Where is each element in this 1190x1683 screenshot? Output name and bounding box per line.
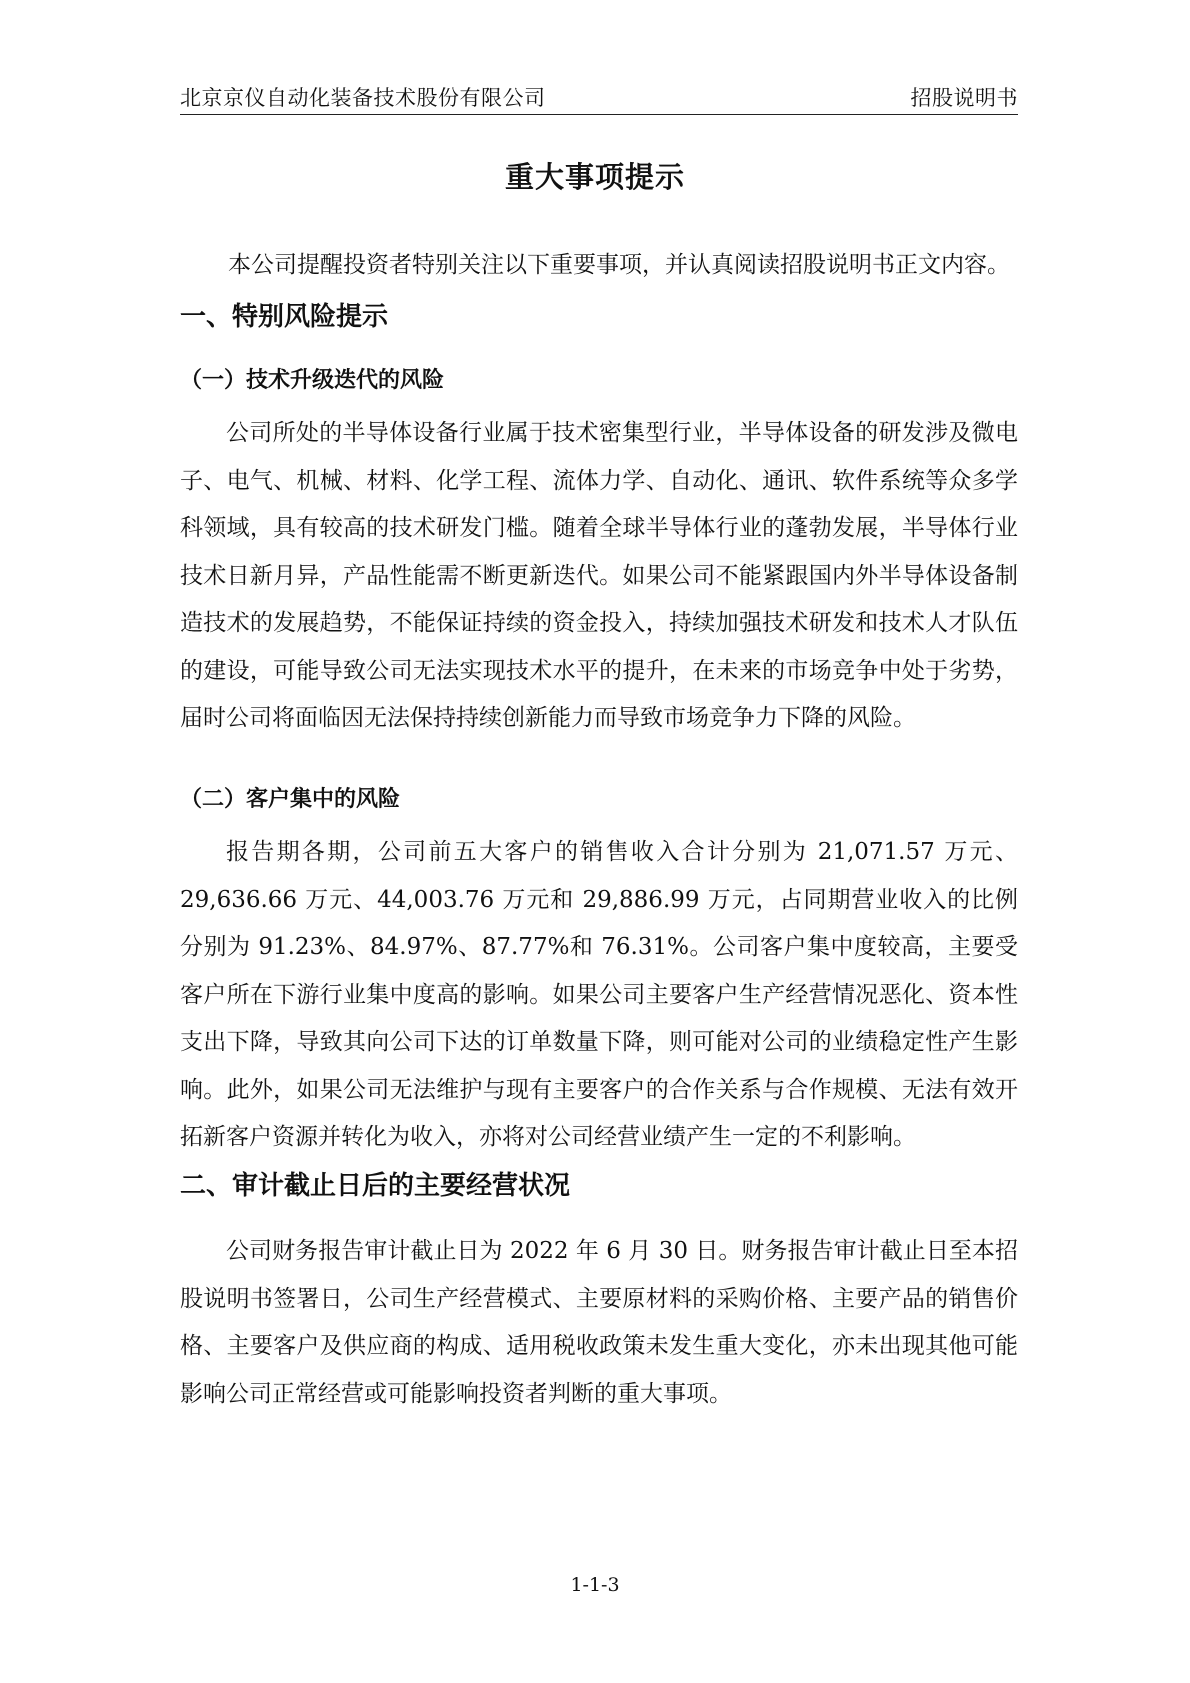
subsection-2-body [180, 829, 1018, 1162]
section-2-heading: 二、审计截止日后的主要经营状况 [180, 1171, 571, 1201]
subsection-1-heading: （一）技术升级迭代的风险 [180, 368, 445, 393]
section-1-heading: 一、特别风险提示 [180, 302, 389, 332]
subsection-1-text: 公司所处的半导体设备行业属于技术密集型行业，半导体设备的研发涉及微电子、电气、机械、材料、化学工程、流体力学、自动化、通讯、软件系统等众多学科领域，具有较高的技术研发门槛。随着全球半导体行业的蓬勃发展，半导体行业技术日新月异，产品性能需不断更新迭代。如果公司不能紧跟国内外半导体设备制造技术的发展趋势，不能保证持续的资金投入，持续加强技术研发和技术人才队伍的建设，可能导致公司无法实现技术水平的提升，在未来的市场竞争中处于劣势，届时公司将面临因无法保持持续创新能力而导致市场竞争力下降的风险。 [180, 420, 1018, 731]
page-title: 重大事项提示 [504, 160, 685, 194]
section-2-body [180, 1228, 1018, 1418]
subsection-1-body [180, 410, 1018, 743]
intro-paragraph: 本公司提醒投资者特别关注以下重要事项，并认真阅读招股说明书正文内容。 [228, 252, 1010, 278]
subsection-2-heading: （二）客户集中的风险 [180, 787, 401, 812]
header-document-type: 招股说明书 [910, 86, 1018, 110]
subsection-2-text: 报告期各期，公司前五大客户的销售收入合计分别为 21,071.57 万元、29,636.66 万元、44,003.76 万元和 29,886.99 万元，占同期营业收入的比例分别为 91.23%、84.97%、87.77%和 76.31%。公司客户集中度较高，主要受客户所在下游行业集中度高的影响。如果公司主要客户生产经营情况恶化、资本性支出下降，导致其向公司下达的订单数量下降，则可能对公司的业绩稳定性产生影响。此外，如果公司无法维护与现有主要客户的合作关系与合作规模、无法有效开拓新客户资源并转化为收入，亦将对公司经营业绩产生一定的不利影响。 [180, 839, 1018, 1150]
header-company-name: 北京京仪自动化装备技术股份有限公司 [180, 86, 546, 110]
page-header [180, 80, 1018, 115]
page-number: 1-1-3 [570, 1574, 620, 1596]
section-2-text: 公司财务报告审计截止日为 2022 年 6 月 30 日。财务报告审计截止日至本招股说明书签署日，公司生产经营模式、主要原材料的采购价格、主要产品的销售价格、主要客户及供应商的构成、适用税收政策未发生重大变化，亦未出现其他可能影响公司正常经营或可能影响投资者判断的重大事项。 [180, 1238, 1018, 1407]
